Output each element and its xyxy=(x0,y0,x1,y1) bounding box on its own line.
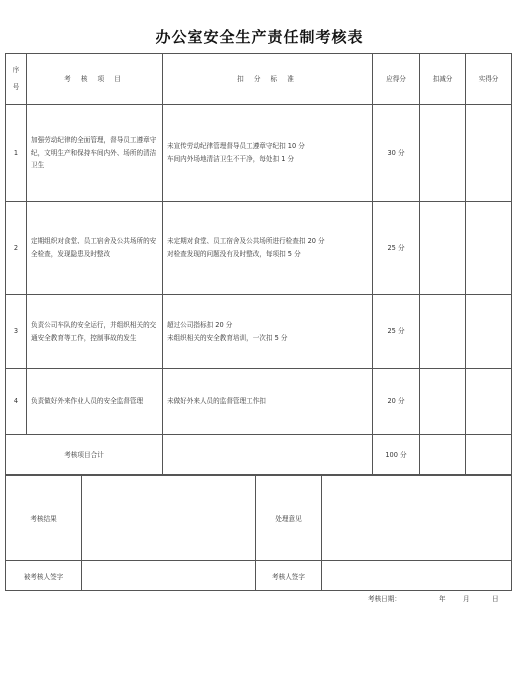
row-number: 3 xyxy=(6,295,27,369)
row-due-score: 20 分 xyxy=(373,369,420,435)
row-due-score: 25 分 xyxy=(373,295,420,369)
examinee-sign-label: 被考核人签字 xyxy=(6,561,82,591)
row-item: 加强劳动纪律的全面管理，督导员工遵章守纪，文明生产和保持车间内外、场所的清洁卫生 xyxy=(27,105,163,202)
criteria-line: 超过公司指标扣 20 分 xyxy=(167,320,233,329)
examiner-sign-field[interactable] xyxy=(322,561,512,591)
sign-off-table xyxy=(5,474,512,591)
criteria-line: 未宣传劳动纪律管理督导员工遵章守纪扣 10 分 xyxy=(167,142,305,151)
criteria-line: 未做好外来人员的监督管理工作扣 xyxy=(167,397,266,406)
header-seq-top: 序 xyxy=(12,65,20,74)
total-score: 100 分 xyxy=(373,435,420,476)
criteria-line: 对检查发现的问题没有及时整改，每项扣 5 分 xyxy=(167,250,301,258)
row-deduct-cell[interactable] xyxy=(420,105,466,202)
row-deduct-cell[interactable] xyxy=(420,369,466,435)
row-criteria xyxy=(163,369,373,435)
row-actual-cell[interactable] xyxy=(466,105,512,202)
row-item: 负责做好外来作业人员的安全监督管理 xyxy=(27,369,163,435)
table-row xyxy=(6,105,512,202)
total-deduct-cell[interactable] xyxy=(420,435,466,476)
row-item: 定期组织对食堂、员工宿舍及公共场所的安全检查，发现隐患及时整改 xyxy=(27,202,163,295)
row-actual-cell[interactable] xyxy=(466,202,512,295)
row-criteria xyxy=(163,295,373,369)
row-due-score: 25 分 xyxy=(373,202,420,295)
table-row xyxy=(6,369,512,435)
examinee-sign-field[interactable] xyxy=(82,561,256,591)
row-number: 1 xyxy=(6,105,27,202)
handling-field[interactable] xyxy=(322,475,512,561)
row-actual-cell[interactable] xyxy=(466,295,512,369)
row-criteria xyxy=(163,202,373,295)
row-due-score: 30 分 xyxy=(373,105,420,202)
header-criteria: 扣 分 标 准 xyxy=(163,54,373,105)
assessment-table xyxy=(5,53,512,476)
header-deduct-score: 扣减分 xyxy=(420,54,466,105)
criteria-line: 车间内外场地清洁卫生不干净，每处扣 1 分 xyxy=(167,155,295,163)
total-criteria-cell xyxy=(163,435,373,476)
date-year: 年 xyxy=(439,595,446,603)
result-label: 考核结果 xyxy=(6,475,82,561)
header-due-score: 应得分 xyxy=(373,54,420,105)
row-deduct-cell[interactable] xyxy=(420,202,466,295)
row-number: 4 xyxy=(6,369,27,435)
result-row xyxy=(6,475,512,561)
header-seq-bottom: 号 xyxy=(12,83,20,91)
row-item: 负责公司车队的安全运行，并组织相关的交通安全教育等工作，控制事故的发生 xyxy=(27,295,163,369)
table-header-row xyxy=(6,54,512,105)
table-row xyxy=(6,202,512,295)
header-seq xyxy=(6,54,27,105)
header-actual-score: 实得分 xyxy=(466,54,512,105)
date-label: 考核日期： xyxy=(368,595,401,603)
examiner-sign-label: 考核人签字 xyxy=(256,561,322,591)
date-month: 月 xyxy=(463,595,470,603)
date-day: 日 xyxy=(492,595,499,603)
total-actual-cell[interactable] xyxy=(466,435,512,476)
row-actual-cell[interactable] xyxy=(466,369,512,435)
total-label: 考核项目合计 xyxy=(6,435,163,476)
row-deduct-cell[interactable] xyxy=(420,295,466,369)
row-criteria xyxy=(163,105,373,202)
row-number: 2 xyxy=(6,202,27,295)
header-item: 考 核 项 目 xyxy=(27,54,163,105)
result-field[interactable] xyxy=(82,475,256,561)
signature-row xyxy=(6,561,512,591)
criteria-line: 未组织相关的安全教育培训，一次扣 5 分 xyxy=(167,333,288,342)
handling-label: 处理意见 xyxy=(256,475,322,561)
total-row xyxy=(6,435,512,476)
page-title: 办公室安全生产责任制考核表 xyxy=(155,28,364,46)
table-row xyxy=(6,295,512,369)
criteria-line: 未定期对食堂、员工宿舍及公共场所进行检查扣 20 分 xyxy=(167,237,325,246)
